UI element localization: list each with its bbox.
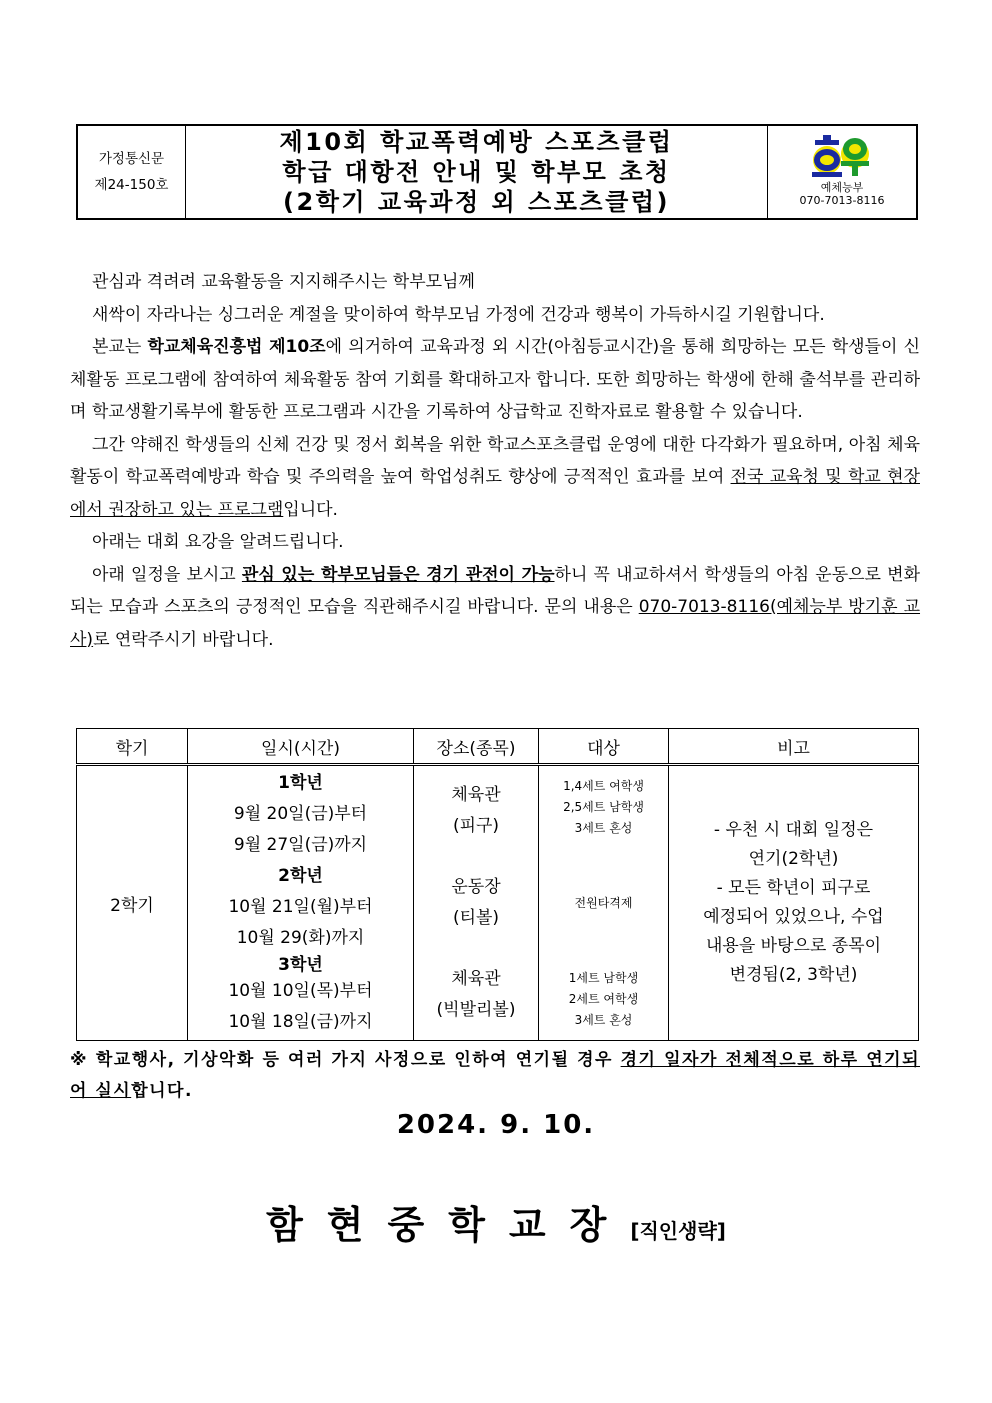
paragraph-4: 아래는 대회 요강을 알려드립니다. bbox=[92, 532, 344, 552]
datetime-cell bbox=[188, 765, 414, 1041]
issue-date: 2024. 9. 10. bbox=[396, 1110, 596, 1140]
grade-1-label: 1학년 bbox=[278, 773, 323, 793]
target-block-1 bbox=[539, 776, 668, 839]
target-line: 1,4세트 여학생 bbox=[563, 778, 644, 793]
place-1: 체육관 bbox=[451, 785, 501, 805]
paragraph-1: 새싹이 자라나는 싱그러운 계절을 맞이하여 학부모님 가정에 건강과 행복이 가득하시길 기원합니다. bbox=[92, 304, 825, 325]
notes-cell bbox=[669, 765, 919, 1041]
greeting: 관심과 격려려 교육활동을 지지해주시는 학부모님께 bbox=[92, 272, 475, 292]
grade-3-from: 10월 10일(목)부터 bbox=[228, 981, 373, 1001]
note-line: 내용을 바탕으로 종목이 bbox=[705, 936, 882, 956]
schedule-table bbox=[76, 728, 919, 1041]
grade-2-from: 10월 21일(월)부터 bbox=[228, 897, 373, 917]
paragraph-2: 본교는 학교체육진흥법 제10조에 의거하여 교육과정 외 시간(아침등교시간)을 통해 희망하는 모든 학생들이 신체활동 프로그램에 참여하여 체육활동 참여 기회를 확대하고자 합니다. 또한 희망하는 학생에 한해 출석부를 관리하며 학교생활기록부에 활동한 프로그램과 시간을 기록하여 상급학교 진학자료로 활용할 수 있습니다. bbox=[70, 337, 921, 422]
note-line: 예정되어 있었으나, 수업 bbox=[703, 907, 884, 927]
grade-1-from: 9월 20일(금)부터 bbox=[233, 804, 368, 824]
target-line: 전원타격제 bbox=[574, 895, 633, 910]
note-line: - 우천 시 대회 일정은 bbox=[713, 820, 874, 840]
semester-cell: 2학기 bbox=[77, 765, 188, 1041]
note-line: - 모든 학년이 피구로 bbox=[716, 878, 871, 898]
target-line: 2,5세트 남학생 bbox=[563, 799, 644, 814]
place-block-2 bbox=[414, 872, 538, 934]
paragraph-3: 그간 약해진 학생들의 신체 건강 및 정서 회복을 위한 학교스포츠클럽 운영에 대한 다각화가 필요하며, 아침 체육활동이 학교폭력예방과 학습 및 주의력을 높여 학업성취도 향상에 긍적적인 효과를 보여 전국 교육청 및 학교 현장에서 권장하고 있는 프로그램입니다. bbox=[70, 434, 920, 520]
note-line: 변경됨(2, 3학년) bbox=[729, 965, 858, 985]
place-3: 체육관 bbox=[451, 969, 501, 989]
table-row bbox=[77, 765, 919, 1041]
header-box bbox=[76, 124, 918, 220]
grade-3-label: 3학년 bbox=[278, 955, 323, 975]
col-header-datetime: 일시(시간) bbox=[188, 729, 414, 765]
postponement-phrase: 경기 일자가 전체적으로 하루 연기되어 실시 bbox=[70, 1050, 920, 1101]
place-block-3 bbox=[414, 964, 538, 1026]
target-block-2 bbox=[539, 893, 668, 914]
target-line: 2세트 여학생 bbox=[568, 991, 639, 1006]
grade-2-label: 2학년 bbox=[278, 866, 323, 886]
doc-type: 가정통신문 bbox=[98, 151, 165, 167]
doc-number: 제24-150호 bbox=[94, 177, 169, 193]
place-block-1 bbox=[414, 780, 538, 842]
target-line: 3세트 혼성 bbox=[574, 820, 633, 835]
note-line: 연기(2학년) bbox=[748, 849, 839, 869]
col-header-notes: 비고 bbox=[669, 729, 919, 765]
sport-2: (티볼) bbox=[452, 908, 500, 928]
recommended-program-phrase: 전국 교육청 및 학교 현장에서 권장하고 있는 프로그램 bbox=[70, 467, 920, 520]
grade-1-to: 9월 27일(금)까지 bbox=[233, 835, 368, 855]
table-header-row bbox=[77, 729, 919, 765]
spectating-phrase: 관심 있는 학부모님들은 경기 관전이 가능 bbox=[241, 564, 555, 585]
title-line-1: 제10회 학교폭력예방 스포츠클럽 bbox=[279, 128, 674, 156]
seal-note: [직인생략] bbox=[630, 1219, 726, 1243]
col-header-place: 장소(종목) bbox=[414, 729, 539, 765]
logo-cell bbox=[768, 126, 916, 218]
doc-id-cell bbox=[78, 126, 186, 218]
principal-title: 함현중학교장 bbox=[266, 1203, 631, 1247]
title-cell bbox=[186, 126, 768, 218]
target-line: 1세트 남학생 bbox=[568, 970, 639, 985]
dept-name: 예체능부 bbox=[820, 181, 864, 194]
target-block-3 bbox=[539, 968, 668, 1031]
place-cell bbox=[414, 765, 539, 1041]
grade-2-to: 10월 29(화)까지 bbox=[236, 928, 365, 948]
grade-3-to: 10월 18일(금)까지 bbox=[228, 1012, 373, 1032]
target-cell bbox=[539, 765, 669, 1041]
target-line: 3세트 혼성 bbox=[574, 1012, 633, 1027]
contact-info: 070-7013-8116(예체능부 방기훈 교사) bbox=[70, 597, 921, 650]
col-header-semester: 학기 bbox=[77, 729, 188, 765]
col-header-target: 대상 bbox=[539, 729, 669, 765]
title-line-3: (2학기 교육과정 외 스포츠클럽) bbox=[283, 188, 670, 216]
school-logo-icon bbox=[809, 134, 875, 178]
dept-phone: 070-7013-8116 bbox=[799, 194, 885, 207]
sport-3: (빅발리볼) bbox=[436, 1000, 516, 1020]
signature bbox=[0, 1194, 992, 1249]
letter-body bbox=[70, 266, 920, 656]
paragraph-5: 아래 일정을 보시고 관심 있는 학부모님들은 경기 관전이 가능하니 꼭 내교하셔서 학생들의 아침 운동으로 변화되는 모습과 스포츠의 긍정적인 모습을 직관해주시길 바랍니다. 문의 내용은 070-7013-8116(예체능부 방기훈 교사)로 연락주시기 바랍니다. bbox=[70, 564, 921, 650]
law-reference: 학교체육진흥법 제10조 bbox=[147, 337, 326, 357]
title-line-2: 학급 대항전 안내 및 학부모 초청 bbox=[282, 158, 671, 186]
sport-1: (피구) bbox=[452, 816, 500, 836]
footnote: ※ 학교행사, 기상악화 등 여러 가지 사정으로 인하여 연기될 경우 경기 일자가 전체적으로 하루 연기되어 실시합니다. bbox=[70, 1050, 920, 1101]
place-2: 운동장 bbox=[451, 877, 501, 897]
